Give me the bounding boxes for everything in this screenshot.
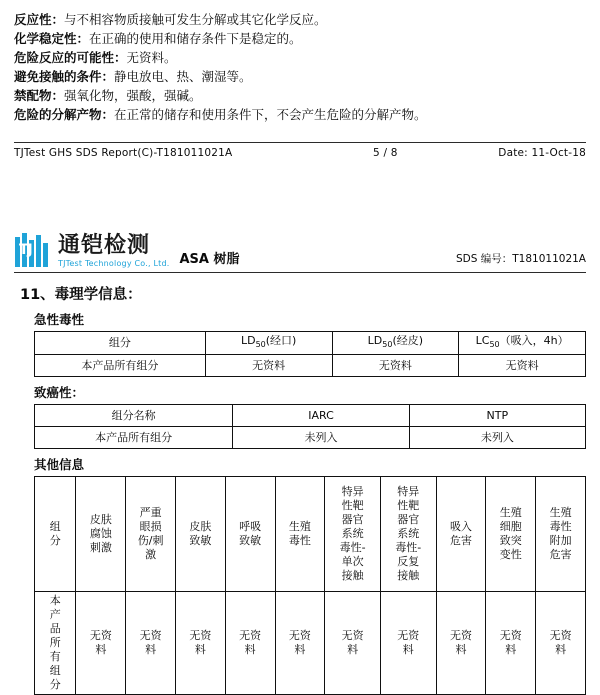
table-header-cell: $LC_{50}$（吸入，4h） bbox=[459, 332, 586, 355]
page-footer bbox=[0, 142, 600, 159]
table-header-cell: 组分名称 bbox=[35, 405, 233, 427]
subsection-acute-toxicity-title: 急性毒性 bbox=[34, 312, 85, 327]
subsection-carcinogenicity-title: 致癌性： bbox=[34, 385, 85, 401]
table-cell: 无资料 bbox=[436, 592, 486, 695]
logo-company-name-cn: 通铠检测 bbox=[58, 232, 151, 258]
property-label: 危险反应的可能性： bbox=[14, 50, 127, 65]
logo-company-name-en: TJTest Technology Co., Ltd. bbox=[58, 258, 170, 268]
table-header-cell: 生殖毒性 bbox=[275, 477, 325, 592]
table-cell: 无资料 bbox=[486, 592, 536, 695]
table-header-row bbox=[35, 405, 586, 427]
table-cell: 无资料 bbox=[205, 355, 332, 377]
property-line bbox=[14, 48, 586, 67]
table-header-row bbox=[35, 477, 586, 592]
table-header-cell: 组分 bbox=[35, 477, 76, 592]
header-product-name: ASA 树脂 bbox=[179, 252, 240, 267]
other-information-table bbox=[34, 476, 586, 695]
table-header-cell: 生殖细胞致突变性 bbox=[486, 477, 536, 592]
property-value: 强氧化物，强酸，强碱。 bbox=[64, 88, 202, 103]
table-header-cell: IARC bbox=[233, 405, 409, 427]
table-header-row bbox=[35, 332, 586, 355]
sds-label: SDS 编号： bbox=[456, 253, 513, 265]
acute-toxicity-table bbox=[34, 331, 586, 377]
table-header-cell: 皮肤腐蚀刺激 bbox=[76, 477, 126, 592]
table-header-cell: 吸入危害 bbox=[436, 477, 486, 592]
header-sds-number bbox=[456, 251, 586, 269]
table-cell: 无资料 bbox=[76, 592, 126, 695]
footer-divider bbox=[14, 142, 586, 143]
property-label: 禁配物： bbox=[14, 88, 65, 103]
table-header-cell: 组分 bbox=[35, 332, 206, 355]
table-cell: 未列入 bbox=[409, 427, 585, 449]
page-break-gap bbox=[0, 159, 600, 233]
logo-mark-icon bbox=[14, 233, 52, 269]
table-header-cell: 特异性靶器官系统毒性-单次接触 bbox=[325, 477, 381, 592]
property-line bbox=[14, 10, 586, 29]
table-row bbox=[35, 592, 586, 695]
sds-value: T181011021A bbox=[512, 253, 586, 265]
table-cell: 无资料 bbox=[332, 355, 459, 377]
document-header bbox=[0, 233, 600, 269]
table-header-cell: 呼吸致敏 bbox=[225, 477, 275, 592]
table-cell: 本产品所有组分 bbox=[35, 355, 206, 377]
property-line bbox=[14, 67, 586, 86]
section-title: 11、毒理学信息： bbox=[20, 287, 142, 303]
carcinogenicity-table bbox=[34, 404, 586, 449]
table-header-cell: NTP bbox=[409, 405, 585, 427]
table-cell: 无资料 bbox=[275, 592, 325, 695]
table-row bbox=[35, 355, 586, 377]
property-label: 避免接触的条件： bbox=[14, 69, 115, 84]
table-header-cell: 皮肤致敏 bbox=[176, 477, 226, 592]
table-cell: 未列入 bbox=[233, 427, 409, 449]
property-value: 在正确的使用和储存条件下是稳定的。 bbox=[89, 31, 302, 46]
table-cell: 无资料 bbox=[325, 592, 381, 695]
subsection-other-info-title: 其他信息 bbox=[34, 457, 85, 473]
table-header-cell: $LD_{50}$(经口) bbox=[205, 332, 332, 355]
property-label: 反应性： bbox=[14, 12, 65, 27]
footer-page-number: 5 / 8 bbox=[373, 147, 398, 159]
table-cell: 本产品所有组分 bbox=[35, 427, 233, 449]
table-cell: 无资料 bbox=[126, 592, 176, 695]
table-header-cell: 特异性靶器官系统毒性-反复接触 bbox=[380, 477, 436, 592]
table-cell: 无资料 bbox=[459, 355, 586, 377]
property-line bbox=[14, 105, 586, 124]
table-row bbox=[35, 427, 586, 449]
property-value: 与不相容物质接触可发生分解或其它化学反应。 bbox=[64, 12, 327, 27]
property-line bbox=[14, 29, 586, 48]
stability-reactivity-block bbox=[0, 0, 600, 124]
table-header-cell: $LD_{50}$(经皮) bbox=[332, 332, 459, 355]
property-value: 静电放电、热、潮湿等。 bbox=[114, 69, 252, 84]
table-cell: 无资料 bbox=[380, 592, 436, 695]
table-cell: 本产品所有组分 bbox=[35, 592, 76, 695]
table-cell: 无资料 bbox=[225, 592, 275, 695]
footer-date: Date: 11-Oct-18 bbox=[498, 147, 586, 159]
company-logo bbox=[14, 233, 169, 269]
logo-monogram: TJ bbox=[19, 242, 32, 258]
table-cell: 无资料 bbox=[536, 592, 586, 695]
property-label: 化学稳定性： bbox=[14, 31, 90, 46]
footer-report-id: TJTest GHS SDS Report(C)-T181011021A bbox=[14, 147, 233, 159]
table-cell: 无资料 bbox=[176, 592, 226, 695]
property-label: 危险的分解产物： bbox=[14, 107, 115, 122]
property-value: 无资料。 bbox=[126, 50, 177, 65]
table-header-cell: 生殖毒性附加危害 bbox=[536, 477, 586, 592]
property-line bbox=[14, 86, 586, 105]
table-header-cell: 严重眼损伤/刺激 bbox=[126, 477, 176, 592]
property-value: 在正常的储存和使用条件下，不会产生危险的分解产物。 bbox=[114, 107, 427, 122]
